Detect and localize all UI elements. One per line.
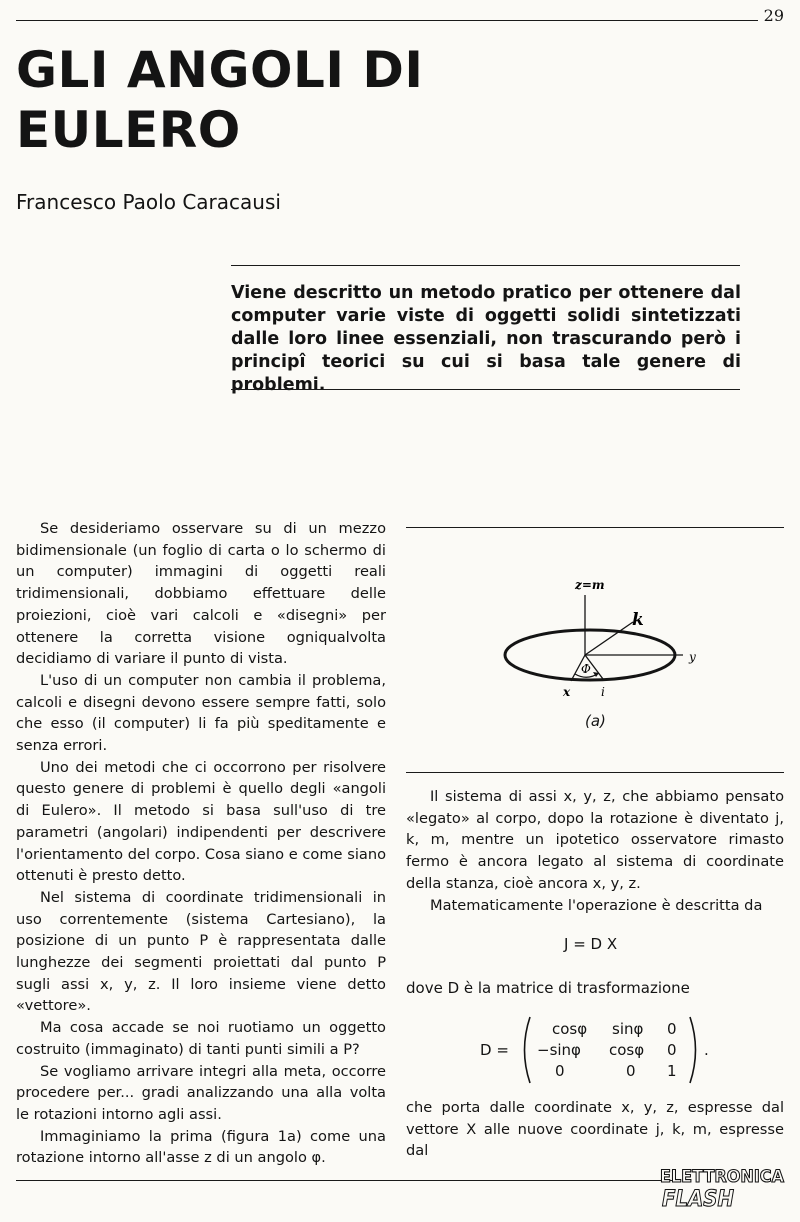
i-axis-label: i [601,685,605,699]
figure-rule-bottom [406,772,784,773]
euler-rotation-figure [495,575,715,705]
matrix-cell: 1 [667,1062,677,1080]
x-axis-label: x [563,685,571,699]
matrix-cell: 0 [667,1020,677,1038]
paragraph: L'uso di un computer non cambia il problema, calcoli e disegni devono essere sempre fatti, solo che esso (il computer) li fa più speditamente e senza errori. [16,671,386,755]
article-title: GLI ANGOLI DI EULERO [16,41,424,159]
right-column-bottom [406,1097,784,1162]
right-column-top [406,786,784,916]
matrix-cell: 0 [555,1062,565,1080]
matrix-cell: cosφ [552,1020,588,1038]
abstract-rule-top [231,265,740,266]
matrix-cell: 0 [667,1041,677,1059]
figure-caption: (a) [585,712,606,730]
matrix-bracket-left-icon [518,1015,532,1085]
footer-rule [16,1180,676,1181]
page-number: 29 [763,6,784,25]
matrix-lhs: D = [480,1041,509,1059]
paragraph: Ma cosa accade se noi ruotiamo un oggetto costruito (immaginato) di tanti punti simili a P? [16,1019,386,1058]
paragraph: Il sistema di assi x, y, z, che abbiamo pensato «legato» al corpo, dopo la rotazione è diventato j, k, m, mentre un ipotetico osservatore rimasto fermo è ancora legato al sistema di coordinate della stanza, cioè ancora x, y, z. [406,788,784,892]
elettronica-flash-logo [658,1160,786,1212]
article-abstract: Viene descritto un metodo pratico per ottenere dal computer varie viste di oggetti solidi sintetizzati dalle loro linee essenziali, non trascurando però i principî teorici su cui si basa tale genere di problemi. [231,283,741,395]
equation-j-dx: J = D X [564,935,618,953]
paragraph: Nel sistema di coordinate tridimensionali in uso correntemente (sistema Cartesiano), la posizione di un punto P è rappresentata dalle lunghezze dei segmenti proiettati dal punto P sugli assi x, y, z. Il loro insieme viene detto «vettore». [16,888,386,1015]
abstract-rule-bottom [231,389,740,390]
paragraph: Se desideriamo osservare su di un mezzo bidimensionale (un foglio di carta o lo schermo di un computer) immagini di oggetti reali tridimensionali, dobbiamo effettuare delle proiezioni, cioè vari calcoli e «disegni» per ottenere la corretta visione ogniqualvolta decidiamo di variare il punto di vista. [16,520,386,668]
left-column [16,518,386,1169]
matrix-cell: −sinφ [537,1041,581,1059]
paragraph: Uno dei metodi che ci occorrono per risolvere questo genere di problemi è quello degli «angoli di Eulero». Il metodo si basa sull'uso di tre parametri (angolari) indipendenti per descrivere l'orientamento del corpo. Cosa siano e come siano ottenuti è presto detto. [16,758,386,885]
logo-line2: FLASH [662,1187,734,1212]
matrix-intro: dove D è la matrice di trasformazione [406,979,690,997]
matrix-bracket-right-icon [688,1015,702,1085]
matrix-period: . [704,1041,709,1059]
angle-label: Φ [581,662,591,676]
k-axis-label: k [632,610,644,630]
paragraph: Matematicamente l'operazione è descritta da [430,896,763,914]
figure-rule-top [406,527,784,528]
paragraph: Se vogliamo arrivare integri alla meta, occorre procedere per... gradi analizzando una alla volta le rotazioni intorno agli assi. [16,1062,386,1123]
y-axis-label: y [689,650,696,664]
matrix-cell: sinφ [612,1020,644,1038]
paragraph: che porta dalle coordinate x, y, z, espresse dal vettore X alle nuove coordinate j, k, m, espresse dal [406,1099,784,1160]
matrix-cell: cosφ [609,1041,645,1059]
header-rule [16,20,758,21]
matrix-cell: 0 [626,1062,636,1080]
logo-line1: ELETTRONICA [660,1167,785,1187]
z-axis-label: z=m [575,578,605,592]
paragraph: Immaginiamo la prima (figura 1a) come una rotazione intorno all'asse z di un angolo φ. [16,1127,386,1167]
article-author: Francesco Paolo Caracausi [16,190,281,214]
k-axis-line [585,622,633,655]
